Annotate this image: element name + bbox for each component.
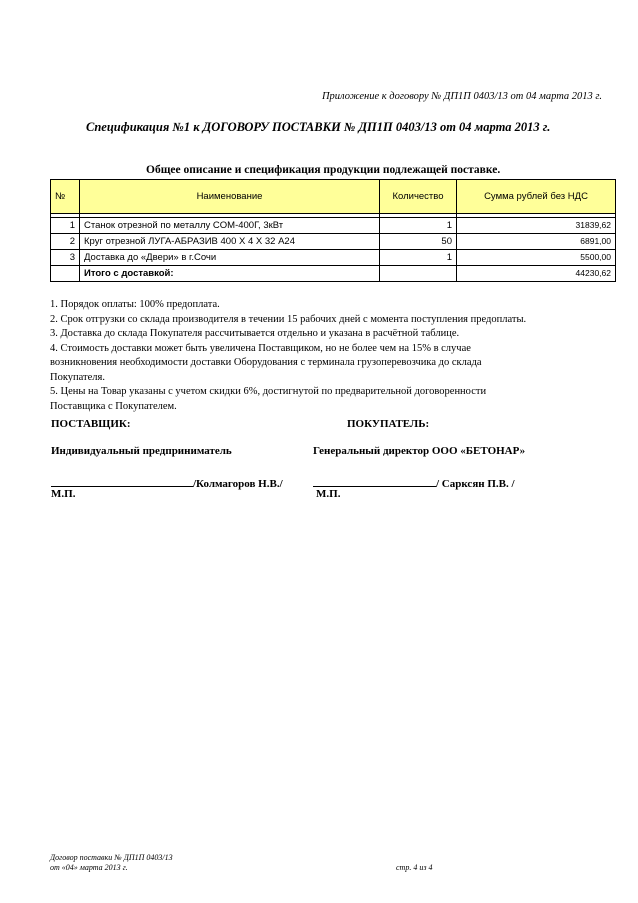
buyer-signature <box>313 474 515 490</box>
terms-line: 5. Цены на Товар указаны с учетом скидки 6%, достигнутой по предварительной договоренности <box>50 386 487 397</box>
terms-line: Поставщика с Покупателем. <box>50 400 177 412</box>
specification-table <box>50 179 616 282</box>
terms-line: 1. Порядок оплаты: 100% предоплата. <box>50 299 220 310</box>
specification-title: Спецификация №1 к ДОГОВОРУ ПОСТАВКИ № ДП1П 0403/13 от 04 марта 2013 г. <box>86 120 551 134</box>
terms-line: 4. Стоимость доставки может быть увеличена Поставщиком, но не более чем на 15% в случае <box>50 342 471 354</box>
page-number: стр. 4 из 4 <box>396 863 433 872</box>
column-header-number: № <box>51 180 80 214</box>
terms-list <box>50 298 616 414</box>
appendix-reference: Приложение к договору № ДП1П 0403/13 от 04 марта 2013 г. <box>321 91 602 102</box>
buyer-name: / Сарксян П.В. / <box>436 478 515 490</box>
row-sum: 5500,00 <box>457 250 616 266</box>
row-quantity: 1 <box>380 218 457 234</box>
buyer-signature-line <box>313 474 436 487</box>
column-header-quantity: Количество <box>380 180 457 214</box>
table-row <box>51 234 616 250</box>
table-row <box>51 250 616 266</box>
supplier-signature-line <box>51 474 193 487</box>
row-quantity: 50 <box>380 234 457 250</box>
row-name: Круг отрезной ЛУГА-АБРАЗИВ 400 X 4 X 32 А24 <box>80 234 380 250</box>
row-name: Доставка до «Двери» в г.Сочи <box>80 250 380 266</box>
supplier-role: Индивидуальный предприниматель <box>51 445 232 457</box>
buyer-heading: ПОКУПАТЕЛЬ: <box>347 418 430 430</box>
terms-line: 3. Доставка до склада Покупателя рассчитывается отдельно и указана в расчётной таблице. <box>50 328 460 339</box>
row-sum: 31839,62 <box>457 218 616 234</box>
terms-line: 2. Срок отгрузки со склада производителя в течении 15 рабочих дней с момента поступления предоплаты. <box>50 313 527 325</box>
supplier-signature <box>51 474 283 490</box>
footer-contract-reference <box>50 853 173 873</box>
row-number: 2 <box>51 234 80 250</box>
row-name: Станок отрезной по металлу COM-400Г, 3кВт <box>80 218 380 234</box>
table-row <box>51 218 616 234</box>
total-label: Итого с доставкой: <box>80 266 380 282</box>
column-header-name: Наименование <box>80 180 380 214</box>
buyer-stamp: М.П. <box>316 488 341 500</box>
terms-line: Покупателя. <box>50 371 105 383</box>
row-quantity: 1 <box>380 250 457 266</box>
supplier-stamp: М.П. <box>51 488 76 500</box>
supplier-heading: ПОСТАВЩИК: <box>51 418 131 430</box>
supplier-name: /Колмагоров Н.В./ <box>193 478 283 490</box>
column-header-sum: Сумма рублей без НДС <box>457 180 616 214</box>
terms-line: возникновения необходимости доставки Оборудования с терминала грузоперевозчика до склада <box>50 357 482 368</box>
table-header-row <box>51 180 616 214</box>
row-number: 3 <box>51 250 80 266</box>
footer-line-2: от «04» марта 2013 г. <box>50 863 128 872</box>
footer-line-1: Договор поставки № ДП1П 0403/13 <box>50 853 173 862</box>
total-sum: 44230,62 <box>457 266 616 282</box>
row-sum: 6891,00 <box>457 234 616 250</box>
table-total-row <box>51 266 616 282</box>
buyer-role: Генеральный директор ООО «БЕТОНАР» <box>313 445 526 457</box>
row-number: 1 <box>51 218 80 234</box>
table-title: Общее описание и спецификация продукции подлежащей поставке. <box>146 164 501 176</box>
